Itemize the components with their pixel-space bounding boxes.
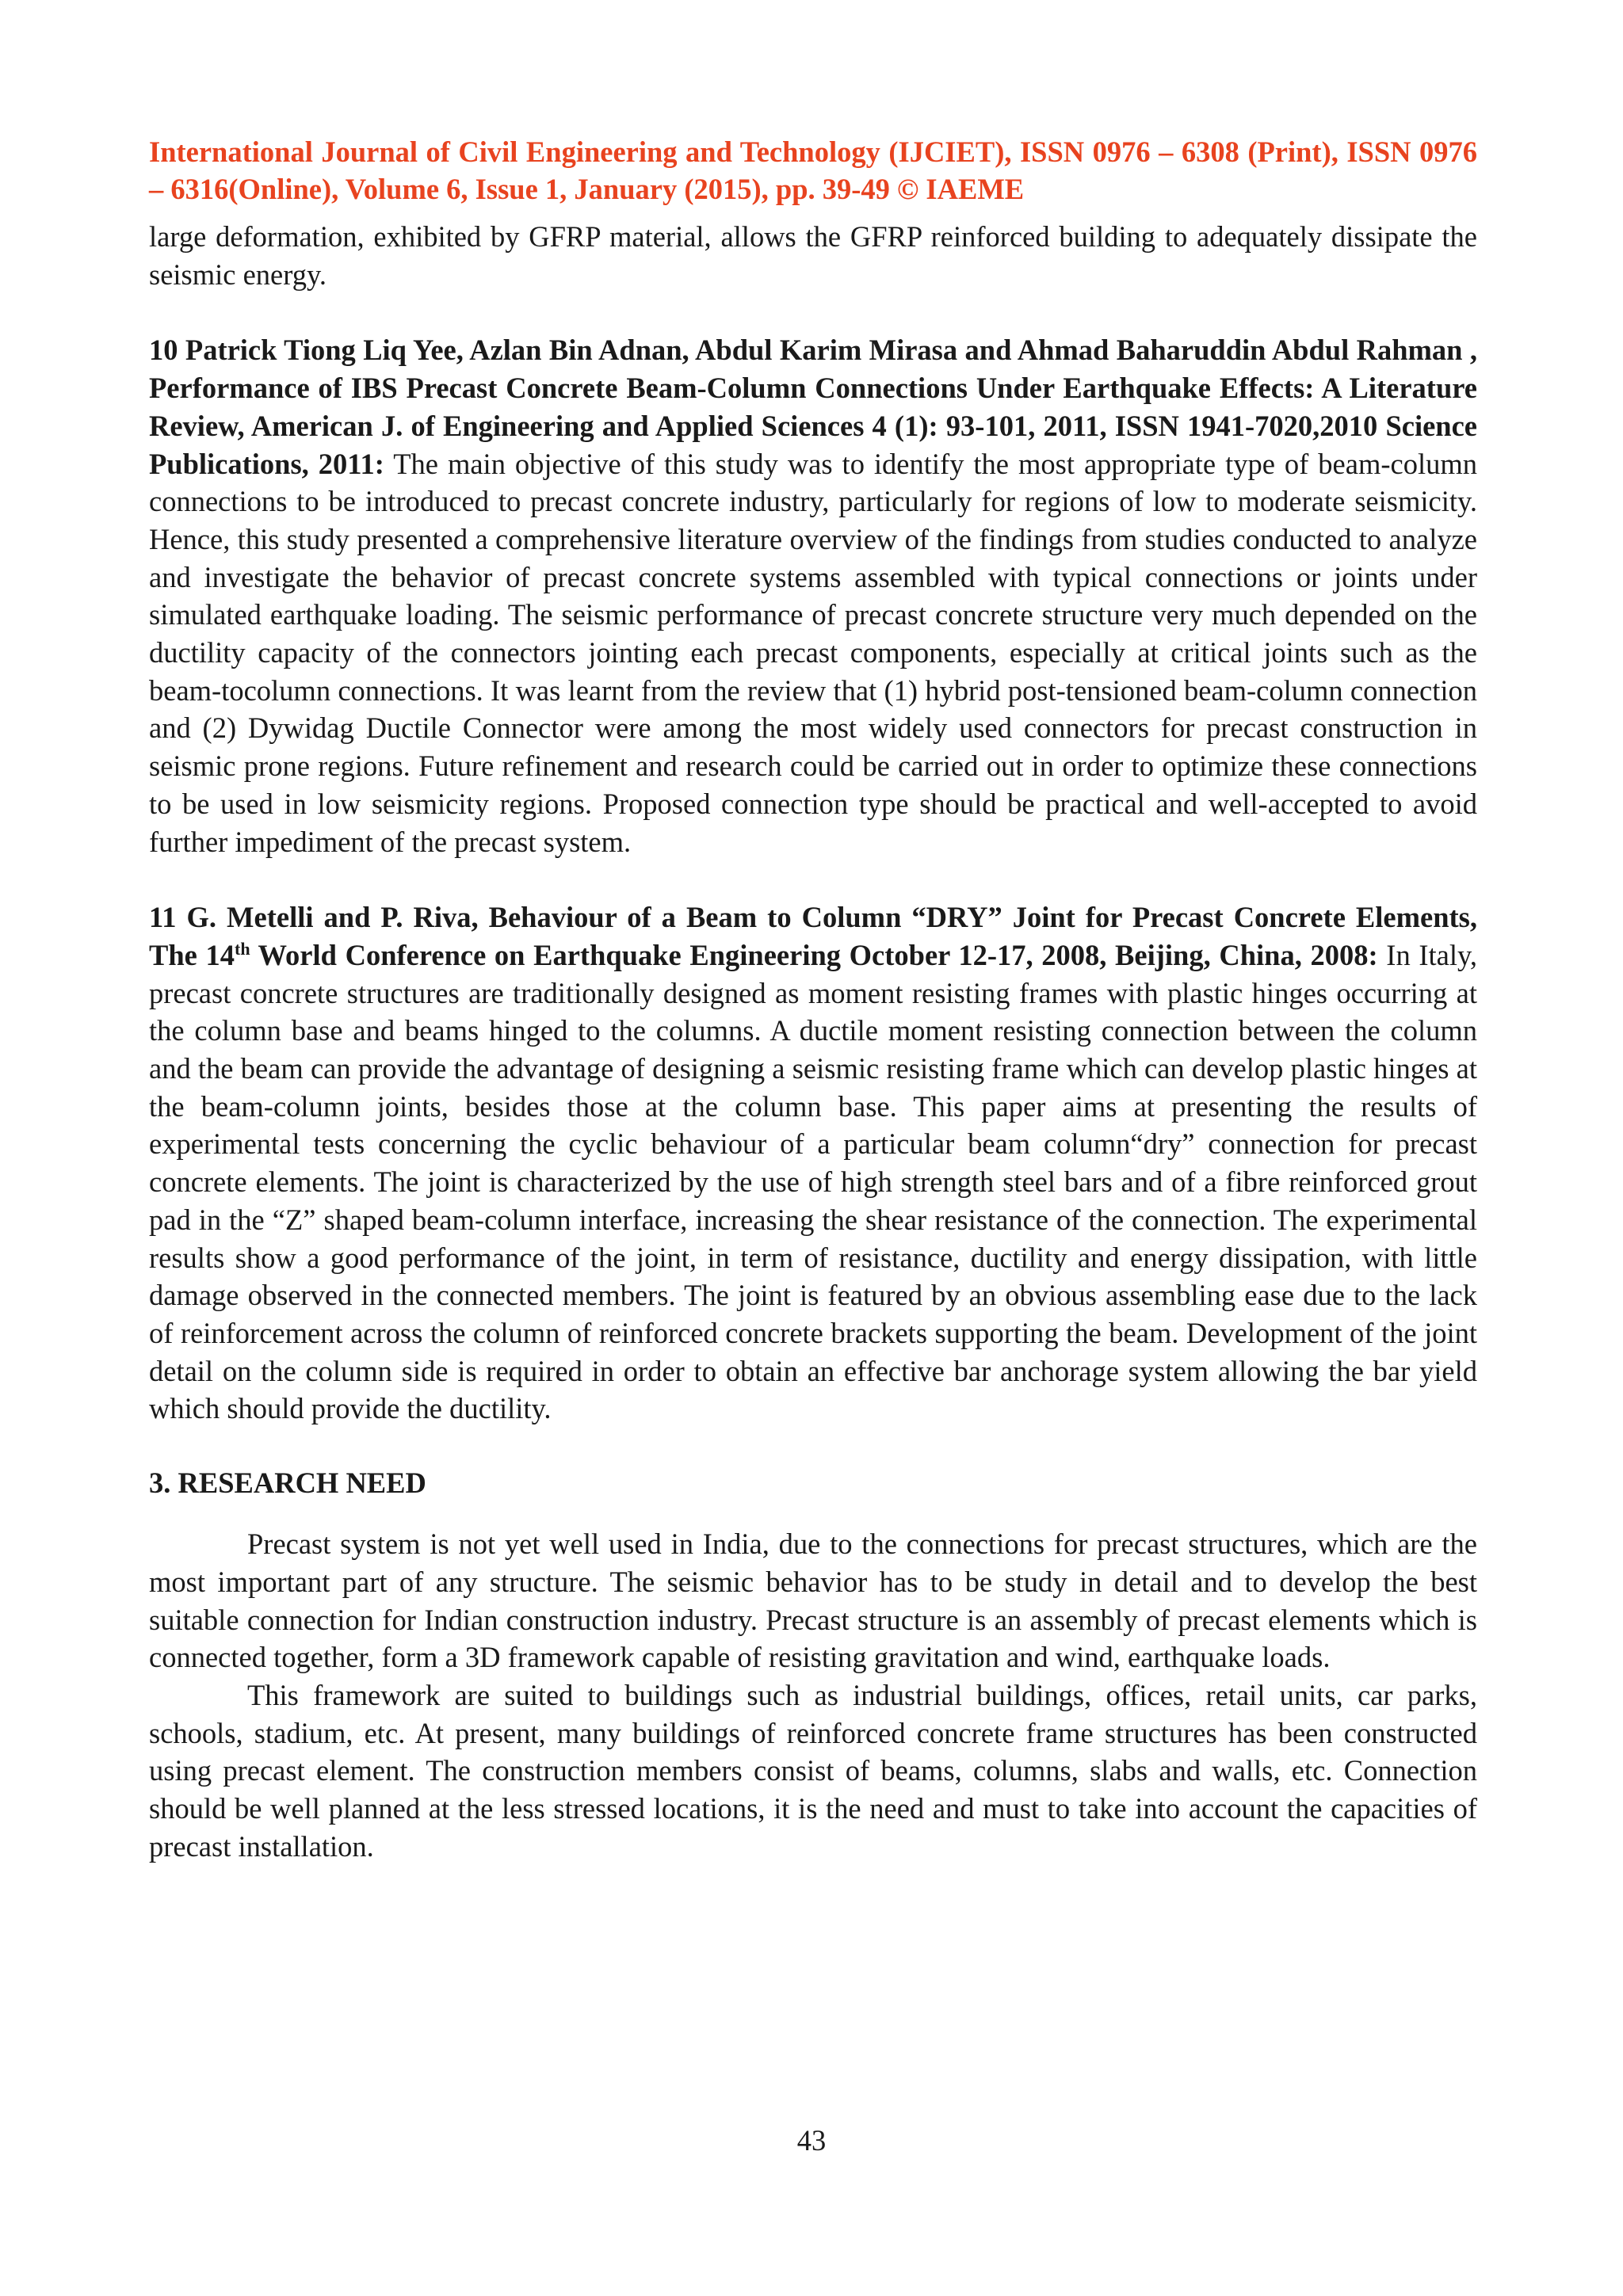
section-heading: 3. RESEARCH NEED (149, 1466, 426, 1500)
continuation-paragraph: large deformation, exhibited by GFRP material, allows the GFRP reinforced building to adequately dissipate the seismic energy. (149, 220, 1477, 291)
reference-11-body: In Italy, precast concrete structures are traditionally designed as moment resisting frames with plastic hinges occurring at the column base and beams hinged to the columns. A ductile moment resisting connection between the column and the beam can provide the advantage of designing a seismic resisting frame which can develop plastic hinges at the beam-column joints, besides those at the column base. This paper aims at presenting the results of experimental tests concerning the cyclic behaviour of a particular beam column“dry” connection for precast concrete elements. The joint is characterized by the use of high strength steel bars and of a fibre reinforced grout pad in the “Z” shaped beam-column interface, increasing the shear resistance of the connection. The experimental results show a good performance of the joint, in term of resistance, ductility and energy dissipation, with little damage observed in the connected members. The joint is featured by an obvious assembling ease due to the lack of reinforcement across the column of reinforced concrete brackets supporting the beam. Development of the joint detail on the column side is required in order to obtain an effective bar anchorage system allowing the bar yield which should provide the ductility. (149, 938, 1477, 1425)
reference-10 (149, 331, 1477, 860)
reference-10-title: 10 Patrick Tiong Liq Yee, Azlan Bin Adnan, Abdul Karim Mirasa and Ahmad Baharuddin Abdul Rahman , Performance of IBS Precast Concrete Beam-Column Connections Under Earthquake Effects: A Literature Review, American J. of Engineering and Applied Sciences 4 (1): 93-101, 2011, ISSN 1941-7020,2010 Science Publications, 2011: (149, 334, 1477, 480)
section-paragraph-2: This framework are suited to buildings such as industrial buildings, offices, retail units, car parks, schools, stadium, etc. At present, many buildings of reinforced concrete frame structures has been constructed using precast element. The construction members consist of beams, columns, slabs and walls, etc. Connection should be well planned at the less stressed locations, it is the need and must to take into account the capacities of precast installation. (149, 1678, 1477, 1863)
reference-11 (149, 898, 1477, 1428)
reference-11-title-part1: 11 G. Metelli and P. Riva, Behaviour of a Beam to Column “DRY” Joint for Precast Concrete Elements, The 14 (149, 901, 1477, 971)
page-content (149, 133, 1477, 1865)
section-paragraph-1: Precast system is not yet well used in India, due to the connections for precast structures, which are the most important part of any structure. The seismic behavior has to be study in detail and to develop the best suitable connection for Indian construction industry. Precast structure is an assembly of precast elements which is connected together, form a 3D framework capable of resisting gravitation and wind, earthquake loads. (149, 1527, 1477, 1674)
reference-10-body: The main objective of this study was to identify the most appropriate type of beam-column connections to be introduced to precast concrete industry, particularly for regions of low to moderate seismicity. Hence, this study presented a comprehensive literature overview of the findings from studies conducted to analyze and investigate the behavior of precast concrete systems assembled with typical connections or joints under simulated earthquake loading. The seismic performance of precast concrete structure very much depended on the ductility capacity of the connectors jointing each precast components, especially at critical joints such as the beam-tocolumn connections. It was learnt from the review that (1) hybrid post-tensioned beam-column connection and (2) Dywidag Ductile Connector were among the most widely used connectors for precast construction in seismic prone regions. Future refinement and research could be carried out in order to optimize these connections to be used in low seismicity regions. Proposed connection type should be practical and well-accepted to avoid further impediment of the precast system. (149, 447, 1477, 858)
journal-header: International Journal of Civil Engineering and Technology (IJCIET), ISSN 0976 – 6308 (Print), ISSN 0976 – 6316(Online), Volume 6, Issue 1, January (2015), pp. 39-49 © IAEME (149, 135, 1477, 205)
page-number: 43 (796, 2124, 827, 2157)
reference-11-title-part2: World Conference on Earthquake Engineering October 12-17, 2008, Beijing, China, 2008: (250, 938, 1378, 971)
reference-11-title-superscript: th (235, 938, 250, 959)
reference-11-title (149, 901, 1477, 971)
